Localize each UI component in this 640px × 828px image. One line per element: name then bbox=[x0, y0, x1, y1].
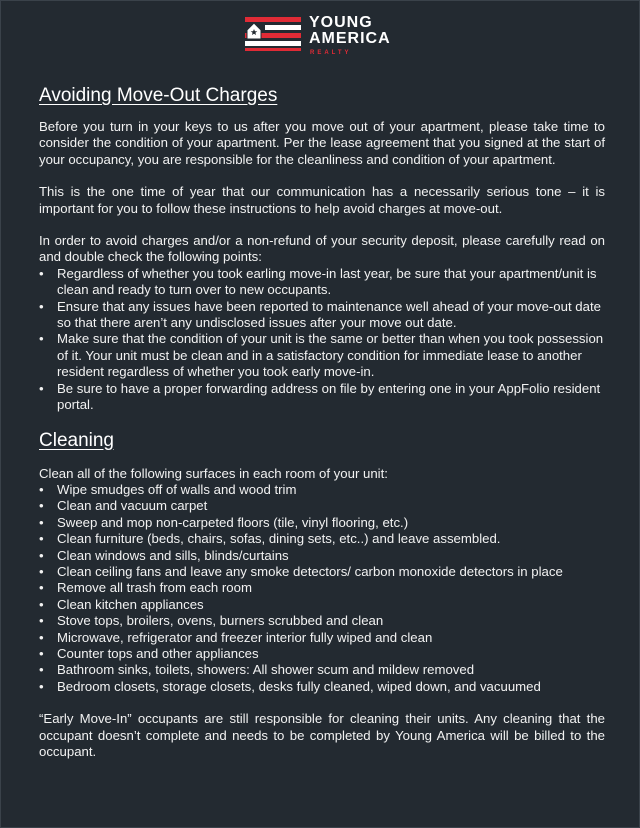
list-item: • Sweep and mop non-carpeted floors (tile, vinyl flooring, etc.) bbox=[39, 514, 409, 530]
list-item: • Make sure that the condition of your unit is the same or better than when you took possession of it. Your unit must be clean and in a satisfactory condition for immediate lease to another resident regardless of whether you took early move-in. bbox=[39, 331, 604, 380]
bullet-icon: • bbox=[39, 298, 44, 314]
list-item: • Be sure to have a proper forwarding address on file by entering one in your AppFolio resident portal. bbox=[39, 380, 601, 413]
bullet-icon: • bbox=[39, 613, 44, 629]
list-item: • Clean furniture (beds, chairs, sofas, dining sets, etc..) and leave assembled. bbox=[39, 531, 501, 547]
section-move-out-charges bbox=[39, 85, 605, 414]
bullet-icon: • bbox=[39, 596, 44, 612]
list-item: • Bathroom sinks, toilets, showers: All shower scum and mildew removed bbox=[39, 662, 475, 678]
list-item: • Clean kitchen appliances bbox=[39, 596, 204, 612]
list-item: • Regardless of whether you took earling move-in last year, be sure that your apartment/unit is clean and ready to turn over to new occupants. bbox=[39, 265, 597, 298]
bullet-icon: • bbox=[39, 629, 44, 645]
paragraph: In order to avoid charges and/or a non-refund of your security deposit, please carefully read on and double check the following points: bbox=[39, 233, 605, 265]
list-item: • Counter tops and other appliances bbox=[39, 645, 259, 661]
logo-line-america: AMERICA bbox=[309, 30, 391, 47]
bullet-icon: • bbox=[39, 531, 44, 547]
section-heading: Avoiding Move-Out Charges bbox=[39, 85, 278, 106]
bullet-icon: • bbox=[39, 547, 44, 563]
bullet-icon: • bbox=[39, 662, 44, 678]
list-item: • Bedroom closets, storage closets, desks fully cleaned, wiped down, and vacuumed bbox=[39, 678, 541, 694]
house-flag-icon bbox=[245, 17, 301, 51]
list-item: • Clean windows and sills, blinds/curtains bbox=[39, 547, 289, 563]
list-item: • Microwave, refrigerator and freezer interior fully wiped and clean bbox=[39, 629, 433, 645]
bullet-icon: • bbox=[39, 481, 44, 497]
list-item: • Clean and vacuum carpet bbox=[39, 498, 208, 514]
bullet-icon: • bbox=[39, 645, 44, 661]
paragraph: Clean all of the following surfaces in each room of your unit: bbox=[39, 465, 388, 481]
bullet-list bbox=[39, 266, 605, 414]
bullet-icon: • bbox=[39, 678, 44, 694]
bullet-icon: • bbox=[39, 380, 44, 396]
closing-paragraph: “Early Move-In” occupants are still responsible for cleaning their units. Any cleaning that the occupant doesn’t complete and needs to be completed by Young America will be billed to the occupant. bbox=[39, 711, 605, 759]
paragraph: Before you turn in your keys to us after you move out of your apartment, please take time to consider the condition of your apartment. Per the lease agreement that you signed at the start of your occupancy, you are responsible for the cleanliness and condition of your apartment. bbox=[39, 119, 605, 167]
logo-subtitle: REALTY bbox=[310, 50, 352, 56]
list-item: • Ensure that any issues have been reported to maintenance well ahead of your move-out date so that there aren’t any undisclosed issues after your move out date. bbox=[39, 298, 601, 331]
list-item: • Clean ceiling fans and leave any smoke detectors/ carbon monoxide detectors in place bbox=[39, 563, 563, 579]
company-logo bbox=[245, 15, 391, 61]
logo-line-young: YOUNG bbox=[309, 14, 373, 31]
paragraph: This is the one time of year that our communication has a necessarily serious tone – it is important for you to follow these instructions to help avoid charges at move-out. bbox=[39, 184, 605, 216]
bullet-icon: • bbox=[39, 563, 44, 579]
bullet-list bbox=[39, 482, 605, 695]
section-heading: Cleaning bbox=[39, 429, 114, 451]
list-item: • Remove all trash from each room bbox=[39, 580, 252, 596]
section-cleaning bbox=[39, 430, 605, 761]
bullet-icon: • bbox=[39, 514, 44, 530]
bullet-icon: • bbox=[39, 498, 44, 514]
bullet-icon: • bbox=[39, 580, 44, 596]
logo-mark bbox=[245, 17, 301, 51]
bullet-icon: • bbox=[39, 331, 44, 347]
list-item: • Stove tops, broilers, ovens, burners scrubbed and clean bbox=[39, 613, 384, 629]
logo-text bbox=[309, 15, 391, 56]
bullet-icon: • bbox=[39, 265, 44, 281]
list-item: • Wipe smudges off of walls and wood trim bbox=[39, 481, 297, 497]
document-content bbox=[39, 85, 605, 776]
